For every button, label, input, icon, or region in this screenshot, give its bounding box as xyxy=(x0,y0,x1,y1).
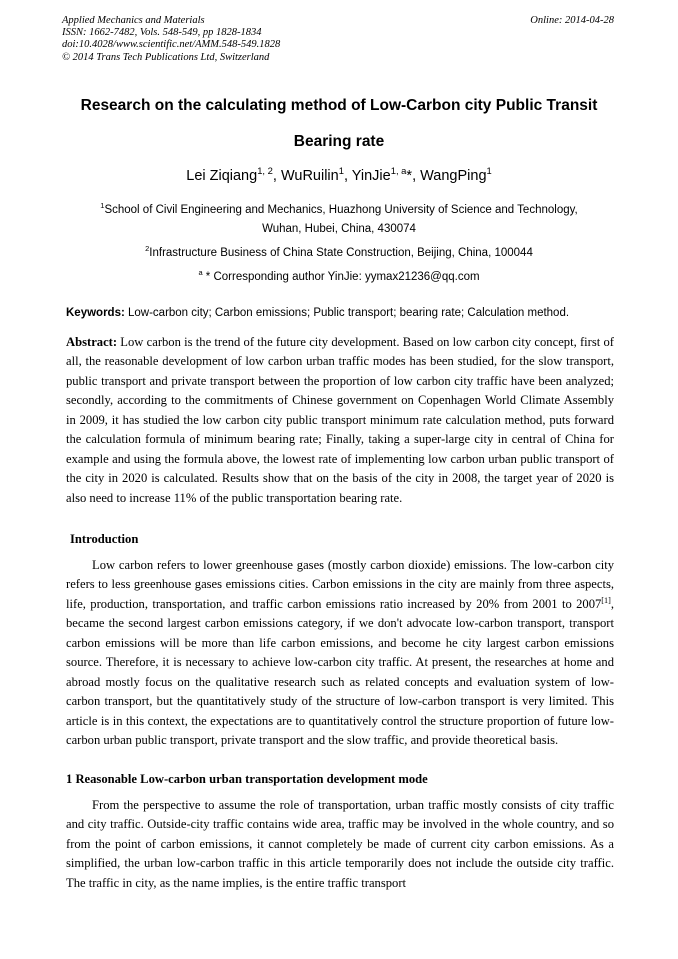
paper-title xyxy=(40,88,638,160)
online-date: Online: 2014-04-28 xyxy=(530,15,614,26)
corresponding-mark-sup: a xyxy=(198,268,203,278)
author-affiliation-mark: 1 xyxy=(486,165,492,177)
corresponding-author-text: * Corresponding author YinJie: yymax21236@qq.com xyxy=(202,271,480,283)
abstract-text: Low carbon is the trend of the future city development. Based on low carbon city concept, first of all, the reasonable development of low carbon urban traffic modes has been studied, for the slow transport, public transport and private transport between the proportion of low carbon city traffic have been analyzed; secondly, according to the commitments of Chinese government on Copenhagen World Climate Assembly in 2009, it has studied the low carbon city public transport minimum rate calculation method, puts forward the calculation formula of minimum bearing rate; Finally, taking a super-large city in central of China for example and using the formula above, the lowest rate of implementing low carbon urban public transport of the city in 2020 is calculated. Results show that on the basis of the city in 2008, the target year of 2020 is also need to increase 11% of the public transportation bearing rate. xyxy=(66,335,614,505)
affiliation-1-line-1: School of Civil Engineering and Mechanics, Huazhong University of Science and Technology, xyxy=(104,204,578,216)
affiliation-2 xyxy=(66,244,612,263)
author-affiliation-mark: 1, a xyxy=(390,165,407,177)
author-separator: , xyxy=(412,168,421,184)
corresponding-mark: * xyxy=(406,168,413,184)
section-1-heading: 1 Reasonable Low-carbon urban transportation development mode xyxy=(66,772,428,786)
introduction-paragraph xyxy=(66,556,614,751)
doi-line: doi:10.4028/www.scientific.net/AMM.548-549.1828 xyxy=(62,39,281,51)
affiliation-mark: 1 xyxy=(100,201,105,211)
author-name: WuRuilin xyxy=(280,168,339,184)
affiliation-mark: 2 xyxy=(145,244,150,254)
author-separator: , xyxy=(272,168,281,184)
affiliation-1-line-2: Wuhan, Hubei, China, 430074 xyxy=(262,223,416,235)
author-affiliation-mark: 1 xyxy=(338,165,344,177)
abstract-label: Abstract: xyxy=(66,335,118,349)
introduction-heading: Introduction xyxy=(70,532,139,546)
introduction-text-2: , became the second largest carbon emissions category, if we don't advocate low-carbon transport, transport carbon emissions will be more than life carbon emissions, and become he city largest carbon emissions source. Therefore, it is necessary to achieve low-carbon city traffic. At present, the researches at home and abroad mostly focus on the qualitative research such as related concepts and evaluation system of low-carbon transport, but the quantitatively study of the structure of low-carbon transport is very limited. This article is in this context, the expectations are to quantitatively control the structure proportion of future low-carbon urban public transport, private transport and the slow traffic, and provide theoretical basis. xyxy=(66,596,614,748)
copyright-line: © 2014 Trans Tech Publications Ltd, Switzerland xyxy=(62,51,270,63)
title-line-1: Research on the calculating method of Low-Carbon city Public Transit xyxy=(80,97,598,114)
journal-name: Applied Mechanics and Materials xyxy=(62,15,205,26)
citation-ref: [1] xyxy=(601,595,611,605)
journal-header xyxy=(62,15,280,64)
author-affiliation-mark: 1, 2 xyxy=(257,165,273,177)
section-1-paragraph: From the perspective to assume the role of transportation, urban traffic mostly consists of city traffic and city traffic. Outside-city traffic contains wide area, traffic may be involved in the whole country, and so from the point of carbon emissions, it cannot completely be made of current city carbon emissions. As a simplified, the urban low-carbon traffic in this article temporarily does not include the outside city traffic. The traffic in city, as the name implies, is the entire traffic transport xyxy=(66,798,614,890)
author-name: YinJie xyxy=(351,168,391,184)
keywords xyxy=(66,305,618,321)
author-name: Lei Ziqiang xyxy=(186,168,258,184)
affiliation-2-text: Infrastructure Business of China State Construction, Beijing, China, 100044 xyxy=(149,247,533,259)
author-separator: , xyxy=(343,168,352,184)
introduction-text-1: Low carbon refers to lower greenhouse gases (mostly carbon dioxide) emissions. The low-carbon city refers to less greenhouse gases emissions cities. Carbon emissions in the city are mainly from three aspects, life, production, transportation, and traffic carbon emissions ratio increased by 20% from 2001 to 2007 xyxy=(66,558,614,611)
author-name: WangPing xyxy=(420,168,487,184)
keywords-text: Low-carbon city; Carbon emissions; Public transport; bearing rate; Calculation method. xyxy=(124,307,570,319)
title-line-2: Bearing rate xyxy=(293,133,385,150)
abstract xyxy=(66,333,614,508)
issn-line: ISSN: 1662-7482, Vols. 548-549, pp 1828-1834 xyxy=(62,27,262,39)
affiliation-1 xyxy=(66,201,612,239)
corresponding-author xyxy=(66,268,612,287)
keywords-label: Keywords: xyxy=(66,307,125,319)
author-list xyxy=(40,166,638,186)
